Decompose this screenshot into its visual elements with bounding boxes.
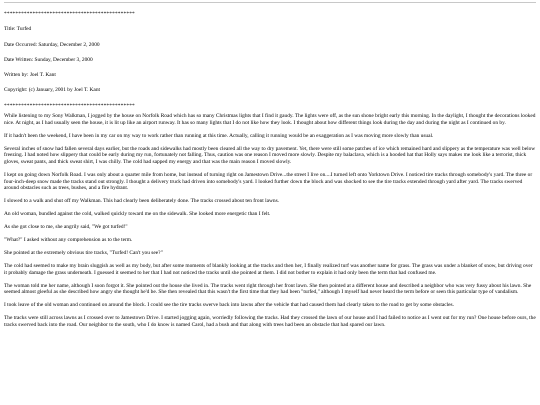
paragraph: While listening to my Sony Walkman, I jogged by the house on Norfolk Road which has so many Christmas lights that I find it gaudy. The lights were off, as the sun shone bright early this morning. In the daylight, I thought the decorations looked nice. At night, as I had usually seen the house, it is lit up like an airport runway. It has so many lights that I do not like how they look. I thought about how different things look during the day and during the night as I continued on by. xyxy=(4,113,536,126)
copyright-line: Copyright: (c) January, 2001 by Joel T. Kant xyxy=(4,87,101,94)
header-stars-bottom: ********************************************** xyxy=(4,102,135,109)
date-occurred: Date Occurred: Saturday, December 2, 2000 xyxy=(4,41,100,48)
paragraph: "What?" I asked without any comprehension as to the term. xyxy=(4,237,133,244)
header-stars-top: ********************************************** xyxy=(4,11,135,17)
paragraph: I kept on going down Norfolk Road. I was only about a quarter mile from home, but instead of turning right on Jamestown Drive...the street I live on....I turned left onto Yorktown Drive. I noticed tire tracks through somebody's yard. The three or four-inch-deep snow made the tracks stand out strongly. I thought a delivery truck had driven into somebody's yard. I looked further down the block and was shocked to see the tire tracks extended through yard after yard. The tracks swerved around obstacles such as trees, bushes, and a fire hydrant. xyxy=(4,172,533,192)
paragraph: Several inches of snow had fallen several days earlier, but the roads and sidewalks had mostly been cleared all the way to dry pavement. Yet, there were still some patches of ice which remained hard and slippery as the temperature was well below freezing. I had noted how slippery that could be early during my run, fortunately not falling. Thus, caution was one reason I moved more slowly. Despite my balaclava, which is a hooded hat that Holly says makes me look like a terrorist, thick gloves, sweat pants, and thick sweat shirt, I was chilly. The cold had sapped my energy and that was the main reason I moved slowly. xyxy=(4,145,536,166)
story-body xyxy=(4,113,536,328)
paragraph: I took leave of the old woman and continued on around the block. I could see the tire tracks swerve back into lawns after the vehicle that had caused them had clearly taken to the road to get by some obstacles. xyxy=(4,302,454,309)
paragraph: An old woman, bundled against the cold, walked quickly toward me on the sidewalk. She looked more energetic than I felt. xyxy=(4,211,271,218)
story-header xyxy=(4,11,536,109)
paragraph: The tracks were still across lawns as I crossed over to Jamestown Drive. I started jogging again, worriedly following the tracks. Had they crossed the lawn of our house and I had failed to notice as I went out for my run? One house before ours, the tracks swerved back into the road. Our neighbor to the south, who I do know is named Carol, had a bush and that along with trees had been an obstacle that had spared our lawn. xyxy=(4,315,536,328)
date-written: Date Written: Sunday, December 3, 2000 xyxy=(4,56,93,63)
paragraph: As she got close to me, she angrily said, "We got turfed!" xyxy=(4,224,128,231)
paragraph: I slowed to a walk and shut off my Walkman. This had clearly been deliberately done. The tracks crossed about ten front lawns. xyxy=(4,198,280,205)
paragraph: If it hadn't been the weekend, I have been in my car on my way to work rather than running at this time. Actually, calling it running would be an exaggeration as I was moving more slowly than usual. xyxy=(4,132,434,139)
paragraph: The cold had seemed to make my brain sluggish as well as my body, but after some moments of blankly looking at the tracks and then her, I finally realized turf was another name for grass. The grass was under a blanket of snow, but driving over it probably damage the grass underneath. I guessed it seemed to her that I had not noticed the tracks until she pointed at them. I did not bother to explain it had only been the term that had confused me. xyxy=(4,263,533,276)
top-divider xyxy=(4,2,536,3)
story-title: Title: Turfed xyxy=(4,26,32,33)
paragraph: She pointed at the extremely obvious tire tracks, "Turfed! Can't you see?" xyxy=(4,250,163,257)
paragraph: The woman told me her name, although I soon forgot it. She pointed out the house she lived in. The tracks went right through her front lawn. She then pointed at a different house and described a neighbor who was very fussy about his lawn. She seemed almost gleeful as she described how angry she thought he'd be. She then revealed that this wasn't the first time that they had been "turfed," although I myself had never heard the term before or seen this particular type of vandalism. xyxy=(4,282,532,296)
author-line: Written by: Joel T. Kant xyxy=(4,72,56,79)
